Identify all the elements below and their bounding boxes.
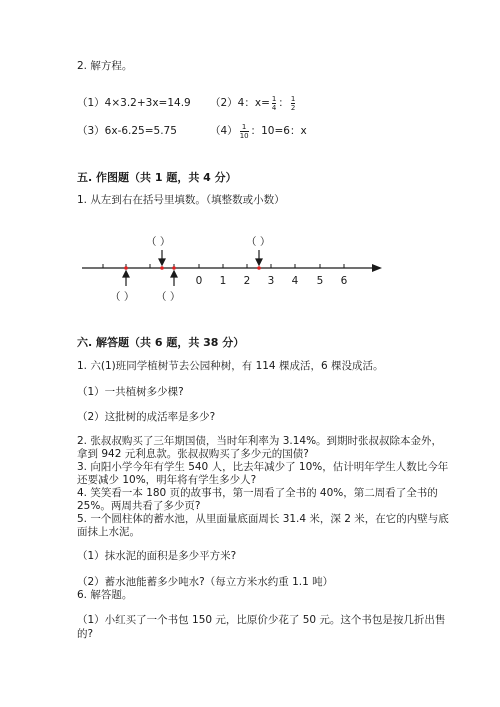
numerator: 1 <box>290 94 296 103</box>
answer-paren: （ ） <box>146 236 171 248</box>
numerator: 1 <box>241 122 247 131</box>
equation-1: （1）4×3.2+3x=14.9 <box>77 97 191 109</box>
point-marker <box>257 266 261 270</box>
tick-label: 5 <box>316 275 324 287</box>
question-line: 1. 六(1)班同学植树节去公园种树，有 114 棵成活，6 棵没成活。 <box>77 360 384 372</box>
denominator: 10 <box>239 131 249 140</box>
tick-label: 3 <box>267 275 275 287</box>
question-line: 6. 解答题。 <box>77 589 133 601</box>
point-marker <box>172 266 176 270</box>
denominator: 4 <box>271 103 277 112</box>
equation-2-prefix: （2）4：x= <box>210 97 270 109</box>
answer-paren: （ ） <box>110 291 135 303</box>
tick-label: 6 <box>340 275 348 287</box>
equation-4-suffix: ：10=6：x <box>250 125 307 137</box>
question-line: （2）这批树的成活率是多少? <box>77 411 216 423</box>
equation-3: （3）6x-6.25=5.75 <box>77 125 177 137</box>
question-line: （1）抹水泥的面积是多少平方米? <box>77 550 237 562</box>
question-line: 面抹上水泥。 <box>77 526 140 538</box>
section-heading: 六. 解答题（共 6 题，共 38 分） <box>77 336 245 349</box>
up-arrow-icon <box>171 271 177 277</box>
question-text: 1. 从左到右在括号里填数。（填整数或小数） <box>77 194 285 206</box>
tick-label: 0 <box>195 275 203 287</box>
question-line: 4. 笑笑看一本 180 页的故事书，第一周看了全书的 40%，第二周看了全书的 <box>77 487 438 499</box>
question-line: 拿到 942 元利息款。张叔叔购买了多少元的国债? <box>77 448 309 460</box>
question-line: 的? <box>77 628 94 640</box>
question-line: 25%。两周共看了多少页? <box>77 500 201 512</box>
denominator: 2 <box>290 103 296 112</box>
colon: ： <box>278 97 289 109</box>
question-line: （1）一共植树多少棵? <box>77 386 184 398</box>
section-title: 2. 解方程。 <box>77 60 133 72</box>
equation-4-prefix: （4） <box>210 125 238 137</box>
question-line: 3. 向阳小学今年有学生 540 人，比去年减少了 10%，估计明年学生人数比今年 <box>77 461 449 473</box>
down-arrow-icon <box>256 259 262 265</box>
question-line: （2）蓄水池能蓄多少吨水?（每立方米水约重 1.1 吨） <box>77 576 334 588</box>
answer-paren: （ ） <box>156 291 181 303</box>
answer-paren: （ ） <box>246 236 271 248</box>
question-line: （1）小红买了一个书包 150 元，比原价少花了 50 元。这个书包是按几折出售 <box>77 614 446 626</box>
down-arrow-icon <box>159 259 165 265</box>
up-arrow-icon <box>123 271 129 277</box>
tick-label: 2 <box>243 275 251 287</box>
numerator: 1 <box>271 94 277 103</box>
question-line: 5. 一个圆柱体的蓄水池，从里面量底面周长 31.4 米，深 2 米，在它的内壁与底 <box>77 513 449 525</box>
tick-label: 1 <box>219 275 227 287</box>
section-heading: 五. 作图题（共 1 题，共 4 分） <box>77 171 237 184</box>
point-marker <box>160 266 164 270</box>
point-marker <box>124 266 128 270</box>
arrowhead-icon <box>372 264 382 272</box>
question-line: 2. 张叔叔购买了三年期国债，当时年利率为 3.14%。到期时张叔叔除本金外， <box>77 435 443 447</box>
tick-label: 4 <box>291 275 299 287</box>
question-line: 还要减少 10%，明年将有学生多少人? <box>77 474 257 486</box>
